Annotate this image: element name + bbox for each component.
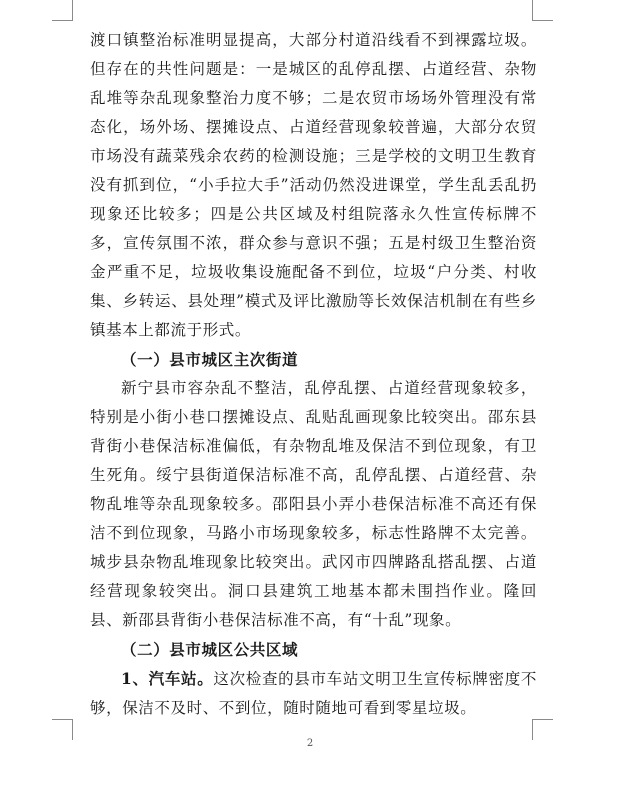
crop-mark-bottom-left (52, 719, 73, 740)
item-label-bus-station: 1、汽车站。 (121, 669, 214, 688)
section-item-bus-station (90, 664, 537, 723)
document-body (90, 26, 537, 723)
crop-mark-top-right (532, 0, 553, 21)
crop-mark-top-left (52, 0, 73, 21)
section-heading-main-streets: （一）县市城区主次街道 (121, 350, 299, 369)
item-body-bus-station: 这次检查的县市车站文明卫生宣传标牌密度不够，保洁不及时、不到位，随时随地可看到零星垃圾。 (90, 670, 537, 717)
page-number: 2 (306, 738, 314, 749)
section-body-main-streets: 新宁县市容杂乱不整洁，乱停乱摆、占道经营现象较多，特别是小街小巷口摆摊设点、乱贴乱画现象比较突出。邵东县背街小巷保洁标准偏低，有杂物乱堆及保洁不到位现象，有卫生死角。绥宁县街道保洁标准不高，乱停乱摆、占道经营、杂物乱堆等杂乱现象较多。邵阳县小弄小巷保洁标准不高还有保洁不到位现象，马路小市场现象较多，标志性路牌不太完善。城步县杂物乱堆现象比较突出。武冈市四牌路乱搭乱摆、占道经营现象较突出。洞口县建筑工地基本都未围挡作业。隆回县、新邵县背街小巷保洁标准不高，有“十乱”现象。 (90, 379, 537, 629)
intro-paragraph: 渡口镇整治标准明显提高，大部分村道沿线看不到裸露垃圾。但存在的共性问题是：一是城区的乱停乱摆、占道经营、杂物乱堆等杂乱现象整治力度不够；二是农贸市场场外管理没有常态化，场外场、摆摊设点、占道经营现象较普遍，大部分农贸市场没有蔬菜残余农药的检测设施；三是学校的文明卫生教育没有抓到位，“小手拉大手”活动仍然没进课堂，学生乱丢乱扔现象还比较多；四是公共区域及村组院落永久性宣传标牌不多，宣传氛围不浓，群众参与意识不强；五是村级卫生整治资金严重不足，垃圾收集设施配备不到位，垃圾“户分类、村收集、乡转运、县处理”模式及评比激励等长效保洁机制在有些乡镇基本上都流于形式。 (90, 31, 537, 339)
section-heading-public-areas: （二）县市城区公共区域 (121, 640, 299, 659)
